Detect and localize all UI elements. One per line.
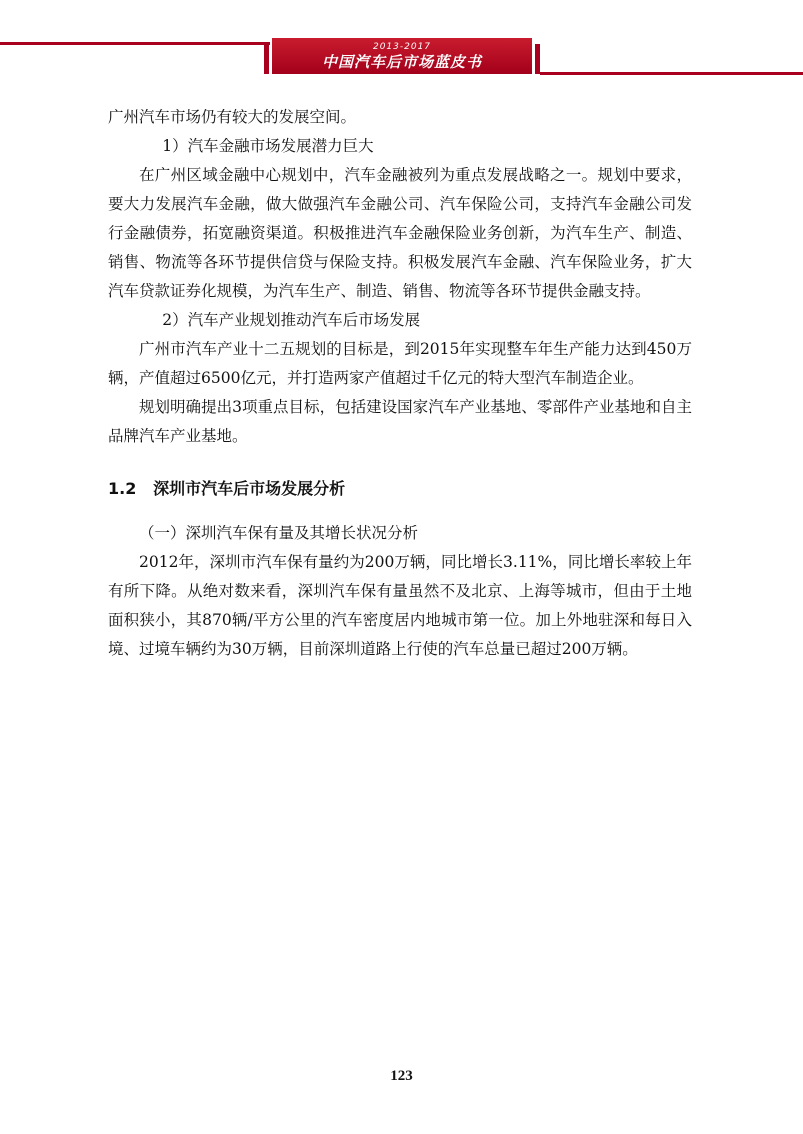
header-rule-left bbox=[0, 42, 270, 45]
page-content bbox=[108, 103, 692, 664]
section-heading bbox=[108, 477, 692, 501]
paragraph-continuation: 广州汽车市场仍有较大的发展空间。 bbox=[108, 108, 357, 126]
paragraph-auto-finance: 在广州区域金融中心规划中，汽车金融被列为重点发展战略之一。规划中要求，要大力发展汽车金融，做大做强汽车金融公司、汽车保险公司，支持汽车金融公司发行金融债券，拓宽融资渠道。积极推进汽车金融保险业务创新，为汽车生产、制造、销售、物流等各环节提供信贷与保险支持。积极发展汽车金融、汽车保险业务，扩大汽车贷款证券化规模，为汽车生产、制造、销售、物流等各环节提供金融支持。 bbox=[108, 166, 692, 300]
subheading-auto-finance: 1）汽车金融市场发展潜力巨大 bbox=[162, 137, 374, 155]
section-number: 1.2 bbox=[108, 479, 137, 498]
header-bar-left bbox=[264, 44, 269, 74]
header-title: 中国汽车后市场蓝皮书 bbox=[321, 53, 482, 71]
header-years: 2013-2017 bbox=[372, 42, 432, 52]
header-title-box bbox=[272, 38, 532, 74]
section-title: 深圳市汽车后市场发展分析 bbox=[153, 479, 346, 498]
paragraph-key-targets: 规划明确提出3项重点目标，包括建设国家汽车产业基地、零部件产业基地和自主品牌汽车产业基地。 bbox=[108, 398, 692, 445]
header-bar-right bbox=[535, 44, 540, 74]
page-number: 123 bbox=[390, 1068, 413, 1084]
subsection-heading: （一）深圳汽车保有量及其增长状况分析 bbox=[139, 524, 419, 542]
subheading-industry-plan: 2）汽车产业规划推动汽车后市场发展 bbox=[162, 311, 421, 329]
header-rule-right bbox=[540, 72, 803, 75]
page-header-banner bbox=[0, 38, 803, 74]
paragraph-industry-plan: 广州市汽车产业十二五规划的目标是，到2015年实现整车年生产能力达到450万辆，产值超过6500亿元，并打造两家产值超过千亿元的特大型汽车制造企业。 bbox=[108, 340, 692, 387]
paragraph-shenzhen-ownership: 2012年，深圳市汽车保有量约为200万辆，同比增长3.11%，同比增长率较上年有所下降。从绝对数来看，深圳汽车保有量虽然不及北京、上海等城市，但由于土地面积狭小，其870辆/平方公里的汽车密度居内地城市第一位。加上外地驻深和每日入境、过境车辆约为30万辆，目前深圳道路上行使的汽车总量已超过200万辆。 bbox=[108, 553, 692, 658]
